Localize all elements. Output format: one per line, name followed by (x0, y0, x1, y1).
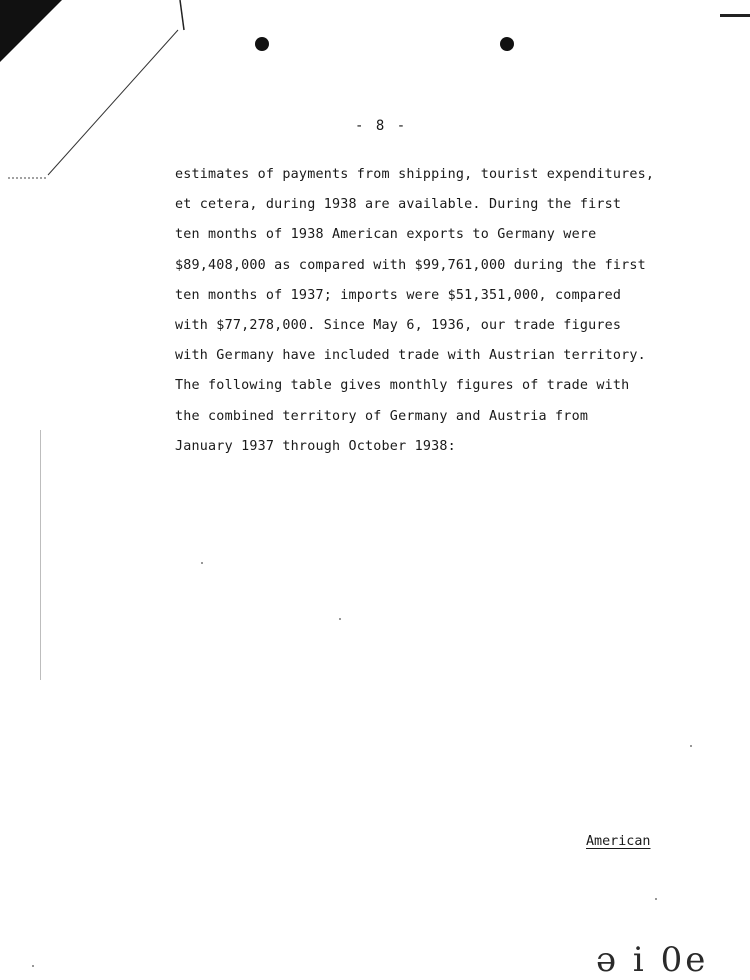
scan-speck (690, 745, 692, 747)
page-number: - 8 - (355, 118, 408, 134)
handwritten-mark: ǝ i 0e (596, 940, 709, 980)
scan-speck (32, 965, 34, 967)
paragraph-line: estimates of payments from shipping, tourist expenditures, (175, 167, 655, 182)
paragraph (175, 160, 705, 462)
scan-speck (655, 898, 657, 900)
paragraph-line: ten months of 1937; imports were $51,351,000, compared (175, 287, 622, 303)
left-margin-rule (40, 430, 41, 680)
punch-hole-left (255, 37, 269, 51)
scan-speck (339, 618, 341, 620)
paragraph-line: January 1937 through October 1938: (175, 438, 456, 454)
paragraph-line: $89,408,000 as compared with $99,761,000 during the first (175, 257, 646, 273)
paragraph-line: et cetera, during 1938 are available. During the first (175, 197, 622, 213)
paragraph-line: ten months of 1938 American exports to Germany were (175, 227, 597, 243)
paragraph-line: The following table gives monthly figures of trade with (175, 378, 630, 394)
edge-mark (720, 14, 750, 17)
paragraph-line: with Germany have included trade with Austrian territory. (175, 348, 646, 364)
punch-hole-right (500, 37, 514, 51)
paragraph-line: the combined territory of Germany and Austria from (175, 408, 589, 424)
catchword: American (586, 834, 651, 849)
paragraph-line: with $77,278,000. Since May 6, 1936, our trade figures (175, 318, 622, 334)
scan-speck (201, 562, 203, 564)
